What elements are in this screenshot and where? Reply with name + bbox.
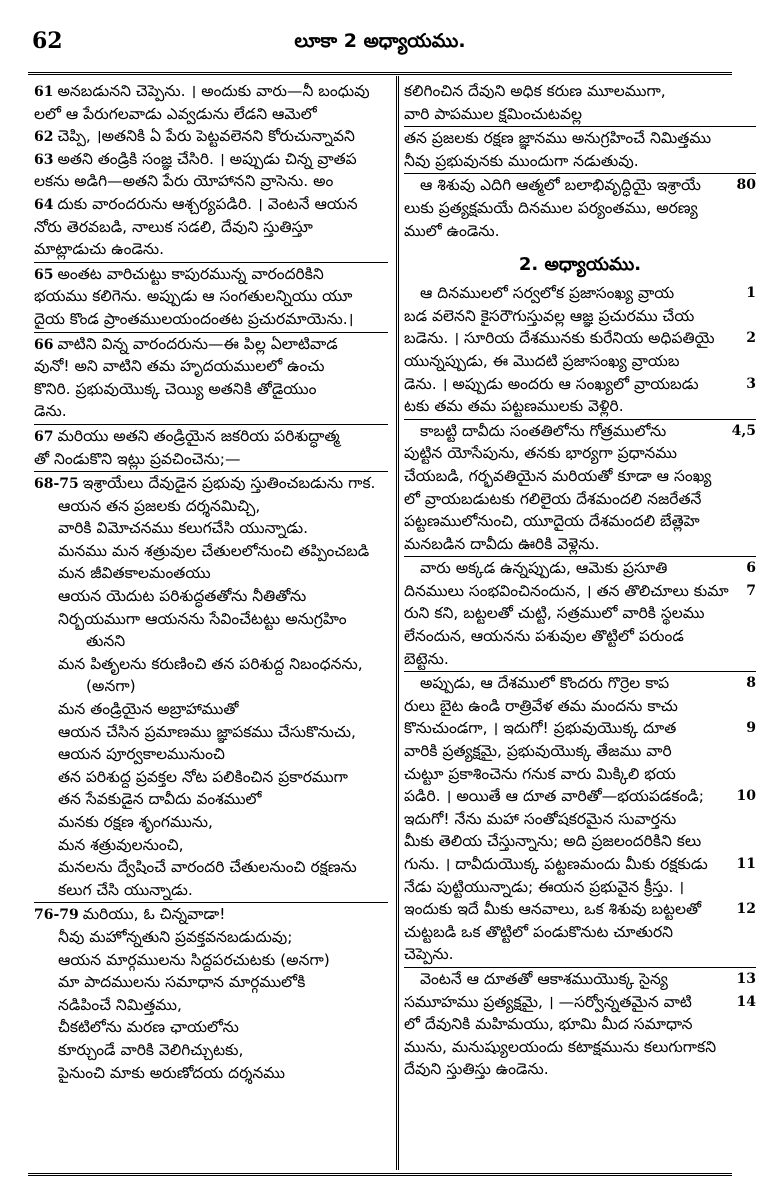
line-text: తో నిండుకొని ఇట్లు ప్రవచించెను;— <box>34 449 241 468</box>
line-text: మీకు తెలియ చేస్తున్నాను; అది ప్రజలందరికిని కలు <box>404 832 702 851</box>
line-text: కూర్చుండే వారికి వెలిగిచ్చుటకు, <box>58 1040 244 1059</box>
verse-number: 9 <box>746 720 756 737</box>
line-text: పైనుంచి మాకు అరుణోదయ దర్శనము <box>58 1063 286 1082</box>
page-header <box>28 10 732 54</box>
text-line <box>34 125 388 148</box>
line-text: చుట్టబడి ఒక తొట్టిలో పండుకొనుట చూతురని <box>404 922 674 941</box>
text-line <box>34 675 388 698</box>
line-text: వారు అక్కడ ఉన్నప్పుడు, ఆమెకు ప్రసూతి <box>420 559 668 578</box>
text-line <box>34 788 388 811</box>
verse-number: 3 <box>746 375 756 392</box>
line-text: వాటిని విన్న వారందరును—ఈ పిల్ల ఏలాటివాడ <box>57 334 338 353</box>
line-text: లో వ్రాయబడుటకు గలిలైయ దేశమందలి నజరేతనే <box>404 489 702 508</box>
text-line <box>34 308 388 331</box>
line-text: నీవు మహోన్నతుని ప్రవక్తవనబడుదువు; <box>58 927 293 946</box>
verse-number: 65 <box>34 266 54 283</box>
text-line <box>404 327 756 350</box>
line-text: ములో ఉండెను. <box>404 221 500 240</box>
right-column-bottom <box>404 282 756 1081</box>
text-line <box>34 216 388 239</box>
text-line <box>404 921 756 944</box>
text-line <box>404 488 756 511</box>
verse-number: 6 <box>746 560 756 577</box>
line-text: లలో ఆ పేరుగలవాడు ఎవ్వడును లేడని ఆమెలో <box>34 104 317 123</box>
line-text: మన తండ్రియైన అబ్రాహాముతో <box>58 700 239 719</box>
line-text: దేవుని స్తుతిస్తు ఉండెను. <box>404 1060 549 1079</box>
verse-number: 68-75 <box>34 476 79 493</box>
line-text: డెను. <box>34 402 67 421</box>
line-text: డెను. । అప్పుడు అందరు ఆ సంఖ్యలో వ్రాయబడు <box>404 374 699 393</box>
text-line <box>34 448 388 471</box>
text-line <box>34 994 388 1017</box>
text-line <box>404 830 756 853</box>
verse-number: 11 <box>736 856 756 872</box>
line-text: చీకటిలోను మరణ ఛాయలోను <box>58 1018 239 1037</box>
chapter-heading: 2. అధ్యాయము. <box>518 254 642 276</box>
line-text: కలిగించిన దేవుని అధిక కరుణ మూలముగా, <box>404 82 666 100</box>
line-text: మనలను ద్వేషించే వారందరి చేతులనుంచి రక్షణను <box>58 858 357 877</box>
text-line <box>34 856 388 879</box>
line-text: పట్టణములోనుంచి, యూదైయ దేశమందలి బేత్లెహె <box>404 512 700 531</box>
line-text: టకు తమ తమ పట్టణములకు వెళ్లిరి. <box>404 397 624 416</box>
text-line <box>404 1036 756 1059</box>
text-line <box>34 1016 388 1039</box>
line-text: వారికి ప్రత్యక్షమై, ప్రభువుయొక్క తేజము వారి <box>404 742 672 761</box>
text-line <box>34 834 388 857</box>
text-line <box>404 853 756 876</box>
column-divider <box>396 76 399 1170</box>
line-text: తన సేవకుడైన దావీదు వంశములో <box>58 790 262 809</box>
line-text: రులు బైట ఉండి రాత్రివేళ తమ మందను కాచు <box>404 696 678 715</box>
line-text: దినములు సంభవించినందున, । తన తొలిచూలు కుమా <box>404 581 729 600</box>
line-text: నీవు ప్రభువునకు ముందుగా నడుతువు. <box>404 151 639 170</box>
text-line <box>404 808 756 831</box>
text-line <box>34 378 388 401</box>
line-text: అంతట వారిచుట్టు కాపురమున్న వారందరికిని <box>57 264 324 283</box>
text-line <box>34 971 388 994</box>
line-text: లేనందున, ఆయనను పశువుల తొట్టిలో పరుండ <box>404 627 684 646</box>
text-line <box>404 557 756 580</box>
verse-number: 76-79 <box>34 907 79 924</box>
line-text: (అనగా) <box>86 677 136 696</box>
top-rule <box>28 72 732 75</box>
text-line <box>34 540 388 563</box>
verse-number: 67 <box>34 428 54 445</box>
line-text: మా పాదములను సమాధాన మార్గములోకి <box>58 973 306 992</box>
text-line <box>34 766 388 789</box>
line-text: మరియు, ఓ చిన్నవాడా! <box>82 905 226 924</box>
line-text: ఇదుగో! నేను మహా సంతోషకరమైన సువార్తను <box>404 809 677 828</box>
text-line <box>404 898 756 921</box>
line-text: మును, మనుష్యులయందు కటాక్షమును కలుగుగాకని <box>404 1037 717 1056</box>
line-text: ఇందుకు ఇదే మీకు ఆనవాలు, ఒక శిశువు బట్టలతో <box>404 900 702 919</box>
right-column <box>404 80 756 1081</box>
text-line <box>34 653 388 676</box>
text-line <box>34 926 388 949</box>
verse-number: 66 <box>34 336 54 353</box>
line-text: గును. । దావీదుయొక్క పట్టణమందు మీకు రక్షకుడు <box>404 855 708 873</box>
line-text: ఆయన యెదుట పరిశుద్ధతతోను నీతితోను <box>58 587 307 606</box>
line-text: చేయబడి, గర్భవతియైన మరియతో కూడా ఆ సంఖ్య <box>404 466 712 485</box>
line-text: తునని <box>86 632 126 651</box>
text-line <box>34 193 388 216</box>
bottom-rule <box>28 1173 732 1176</box>
line-text: నేడు పుట్టియున్నాడు; ఈయన ప్రభువైన క్రీస్తు. । <box>404 877 685 896</box>
line-text: చుట్టూ ప్రకాశించెను గనుక వారు మిక్కిలి భయ <box>404 764 676 783</box>
text-line <box>404 127 756 150</box>
text-line <box>34 263 388 286</box>
text-line <box>404 1058 756 1081</box>
text-line <box>34 103 388 126</box>
text-line <box>404 350 756 373</box>
line-text: వునో! అని వాటిని తమ హృదయములలో ఉంచు <box>34 357 325 376</box>
line-text: మన పితృలను కరుణించి తన పరిశుద్ధ నిబంధనను, <box>58 654 363 673</box>
text-line <box>404 420 756 443</box>
verse-number: 7 <box>746 582 756 599</box>
text-line <box>404 510 756 533</box>
running-title: లూకా 2 అధ్యాయము. <box>294 30 466 52</box>
text-line <box>34 285 388 308</box>
verse-number: 1 <box>746 285 756 302</box>
right-column-top <box>404 80 756 242</box>
text-line <box>34 743 388 766</box>
verse-number: 12 <box>736 901 756 918</box>
line-text: మరియు అతని తండ్రియైన జకరియ పరిశుద్ధాత్మ <box>57 426 340 445</box>
text-line <box>404 602 756 625</box>
text-line <box>34 170 388 193</box>
verse-number: 80 <box>736 177 756 194</box>
verse-number: 14 <box>736 993 756 1010</box>
text-line <box>404 220 756 243</box>
line-text: నడిపించే నిమిత్తము, <box>58 995 182 1014</box>
line-text: కొనిరి. ప్రభువుయొక్క చెయ్యి అతనికి తోడైయుం <box>34 379 317 398</box>
line-text: ఆయన మార్గములను సిద్ధపరచుటకు (అనగా) <box>58 950 330 969</box>
verse-number: 61 <box>34 84 54 100</box>
line-text: లుకు ప్రత్యక్షమయే దినముల పర్యంతము, అరణ్య <box>404 198 698 217</box>
text-line <box>404 876 756 899</box>
text-line <box>404 580 756 603</box>
text-line <box>404 991 756 1014</box>
line-text: వారికి విమోచనము కలుగచేసి యున్నాడు. <box>58 519 309 538</box>
text-line <box>34 400 388 423</box>
line-text: పడిరి. । అయితే ఆ దూత వారితో—భయపడకండి; <box>404 787 704 806</box>
line-text: అతని తండ్రికి సంజ్ఞ చేసిరి. । అప్పుడు చిన్న వ్రాతప <box>57 149 357 168</box>
line-text: దుకు వారందరును ఆశ్చర్యపడిరి. । వెంటనే ఆయన <box>57 194 358 213</box>
text-line <box>34 1039 388 1062</box>
line-text: తన పరిశుద్ధ ప్రవక్తల నోట పలికించిన ప్రకారముగా <box>58 767 348 786</box>
line-text: యున్నప్పుడు, ఈ మొదటి ప్రజాసంఖ్య వ్రాయబ <box>404 351 680 370</box>
text-line <box>34 148 388 171</box>
text-line <box>34 495 388 518</box>
text-line <box>404 968 756 991</box>
text-line <box>404 80 756 103</box>
line-text: కాబట్టి దావీదు సంతతిలోను గోత్రములోను <box>420 421 667 440</box>
text-line <box>34 425 388 448</box>
text-line <box>34 1062 388 1085</box>
text-line <box>34 903 388 926</box>
line-text: మనబడిన దావీదు ఊరికి వెళ్లెను. <box>404 534 600 553</box>
text-line <box>404 672 756 695</box>
verse-number: 62 <box>34 129 54 146</box>
text-line <box>34 721 388 744</box>
verse-number: 10 <box>736 788 756 805</box>
line-text: బడ వలెనని కైసరౌగుస్తువల్ల ఆజ్ఞ ప్రచురము చేయ <box>404 306 695 325</box>
text-line <box>404 174 756 197</box>
line-text: దైయ కొండ ప్రాంతములయందంతట ప్రచురమాయెను.। <box>34 309 354 328</box>
text-line <box>404 103 756 126</box>
line-text: రుని కని, బట్టలతో చుట్టి, సత్రములో వారికి స్థలము <box>404 604 705 623</box>
text-line <box>404 533 756 556</box>
text-line <box>34 630 388 653</box>
left-column <box>34 80 388 1084</box>
verse-number: 64 <box>34 196 54 213</box>
verse-number: 63 <box>34 151 54 168</box>
line-text: మన శత్రువులనుంచి, <box>58 835 184 854</box>
text-line <box>404 150 756 173</box>
verse-number: 4,5 <box>731 422 756 439</box>
text-line <box>404 740 756 763</box>
text-line <box>404 695 756 718</box>
verse-number: 8 <box>746 675 756 692</box>
line-text: నిర్భయముగా ఆయనను సేవించేటట్టు అనుగ్రహిం <box>58 609 347 628</box>
text-line <box>404 465 756 488</box>
line-text: వారి పాపముల క్షమించుటవల్ల <box>404 104 583 123</box>
text-line <box>404 763 756 786</box>
line-text: కలుగ చేసి యున్నాడు. <box>58 880 193 899</box>
line-text: కొనుచుండగా, । ఇదుగో! ప్రభువుయొక్క దూత <box>404 719 677 738</box>
text-line <box>34 355 388 378</box>
line-text: బెట్టెను. <box>404 649 449 668</box>
text-line <box>34 562 388 585</box>
line-text: భయము కలిగెను. అప్పుడు ఆ సంగతులన్నియు యూ <box>34 287 353 306</box>
line-text: అప్పుడు, ఆ దేశములో కొందరు గొర్రెల కాప <box>420 674 670 693</box>
text-line <box>34 585 388 608</box>
text-line <box>34 517 388 540</box>
line-text: ఆయన పూర్వకాలమునుంచి <box>58 745 225 764</box>
text-line <box>34 811 388 834</box>
text-line <box>404 197 756 220</box>
text-line <box>404 305 756 328</box>
line-text: బడెను. । సూరియ దేశమునకు కురేనియ అధిపతియై <box>404 329 715 348</box>
line-text: మనకు రక్షణ శృంగమును, <box>58 813 213 831</box>
text-line <box>404 625 756 648</box>
text-line <box>34 949 388 972</box>
line-text: సమూహము ప్రత్యక్షమై, । —సర్వోన్నతమైన వాటి <box>404 992 692 1011</box>
line-text: చెప్పి, ।అతనికి ఏ పేరు పెట్టవలెనని కోరుచున్నావని <box>57 127 355 146</box>
line-text: మన జీవితకాలమంతయు <box>58 564 211 583</box>
text-line <box>404 282 756 305</box>
line-text: నోరు తెరవబడి, నాలుక సడలి, దేవుని స్తుతిస్తూ <box>34 217 313 236</box>
text-line <box>34 472 388 495</box>
text-line <box>404 1013 756 1036</box>
line-text: లకను అడిగి—అతని పేరు యోహానని వ్రాసెను. అం <box>34 172 334 191</box>
line-text: వెంటనే ఆ దూతతో ఆకాశముయొక్క సైన్య <box>420 969 668 988</box>
line-text: ఆ దినములలో సర్వలోక ప్రజాసంఖ్య వ్రాయ <box>420 284 675 303</box>
line-text: ఇశ్రాయేలు దేవుడైన ప్రభువు స్తుతించబడును గాక. <box>82 474 376 493</box>
page-number: 62 <box>32 28 63 54</box>
line-text: ఆయన తన ప్రజలకు దర్శనమిచ్చి, <box>58 496 261 515</box>
line-text: లో దేవునికి మహిమయు, భూమి మీద సమాధాన <box>404 1015 693 1034</box>
text-line <box>34 608 388 631</box>
text-line <box>404 395 756 418</box>
line-text: మనము మన శత్రువుల చేతులలోనుంచి తప్పించబడి <box>58 541 370 560</box>
line-text: చెప్పెను. <box>404 945 454 964</box>
line-text: మాట్లాడుచు ఉండెను. <box>34 240 165 259</box>
text-line <box>404 943 756 966</box>
text-line <box>34 333 388 356</box>
text-line <box>34 698 388 721</box>
text-line <box>404 373 756 396</box>
text-line <box>34 879 388 902</box>
text-line <box>404 785 756 808</box>
line-text: పుట్టిన యోసేపును, తనకు భార్యగా ప్రధానము <box>404 444 677 463</box>
line-text: ఆయన చేసిన ప్రమాణము జ్ఞాపకము చేసుకొనుచు, <box>58 722 356 741</box>
verse-number: 2 <box>746 330 756 347</box>
text-line <box>404 717 756 740</box>
line-text: అనబడునని చెప్పెను. । అందుకు వారు—నీ బంధువు <box>57 82 370 100</box>
verse-number: 13 <box>736 970 756 987</box>
text-line <box>34 238 388 261</box>
text-line <box>34 80 388 103</box>
line-text: తన ప్రజలకు రక్షణ జ్ఞానము అనుగ్రహించే నిమిత్తము <box>404 129 712 148</box>
line-text: ఆ శిశువు ఎదిగి ఆత్మలో బలాభివృద్ధియై ఇశ్రాయే <box>420 176 701 195</box>
text-line <box>404 442 756 465</box>
text-line <box>404 648 756 671</box>
